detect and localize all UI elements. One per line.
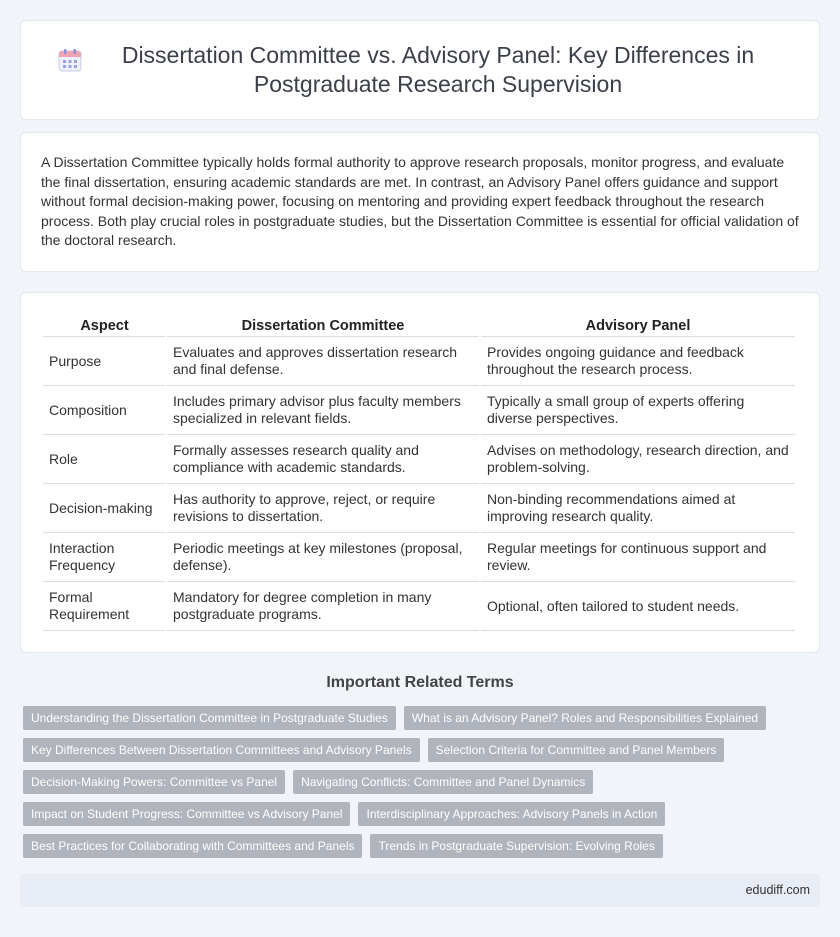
cell-committee: Formally assesses research quality and compliance with academic standards.	[166, 435, 480, 484]
footer	[20, 874, 820, 907]
tag-row	[23, 834, 823, 858]
intro-paragraph: A Dissertation Committee typically holds formal authority to approve research proposals, monitor progress, and evaluate the final dissertation, ensuring academic standards are met. In contrast, an Advisory Panel offers guidance and support without formal decision-making power, focusing on mentoring and providing expert feedback throughout the research process. Both play crucial roles in postgraduate studies, but the Dissertation Committee is essential for official validation of the doctoral research.	[41, 154, 799, 249]
table-header-row	[43, 311, 796, 337]
related-term-link[interactable]: Understanding the Dissertation Committee in Postgraduate Studies	[23, 706, 396, 730]
cell-committee: Periodic meetings at key milestones (proposal, defense).	[166, 533, 480, 582]
cell-aspect: Composition	[43, 386, 166, 435]
calendar-icon	[57, 47, 83, 73]
related-term-link[interactable]: Impact on Student Progress: Committee vs Advisory Panel	[23, 802, 350, 826]
tag-row	[23, 802, 823, 826]
cell-aspect: Formal Requirement	[43, 582, 166, 631]
table-row	[43, 533, 796, 582]
header-advisory-panel: Advisory Panel	[480, 311, 796, 337]
cell-aspect: Purpose	[43, 337, 166, 386]
cell-panel: Regular meetings for continuous support and review.	[480, 533, 796, 582]
table-row	[43, 386, 796, 435]
page-title: Dissertation Committee vs. Advisory Panel: Key Differences in Postgraduate Research Supervision	[121, 42, 755, 97]
cell-committee: Evaluates and approves dissertation research and final defense.	[166, 337, 480, 386]
cell-committee: Includes primary advisor plus faculty members specialized in relevant fields.	[166, 386, 480, 435]
header-aspect: Aspect	[43, 311, 166, 337]
intro-card	[20, 132, 820, 272]
cell-panel: Advises on methodology, research direction, and problem-solving.	[480, 435, 796, 484]
tag-row	[23, 770, 823, 794]
comparison-card	[20, 292, 820, 653]
tag-row	[23, 706, 823, 730]
cell-aspect: Decision-making	[43, 484, 166, 533]
related-terms-heading: Important Related Terms	[326, 674, 514, 691]
table-row	[43, 484, 796, 533]
related-terms-list	[23, 706, 823, 866]
table-row	[43, 582, 796, 631]
comparison-table	[43, 311, 797, 631]
header-dissertation-committee: Dissertation Committee	[166, 311, 480, 337]
footer-site-link[interactable]: edudiff.com	[745, 883, 810, 897]
related-term-link[interactable]: Key Differences Between Dissertation Committees and Advisory Panels	[23, 738, 420, 762]
table-row	[43, 337, 796, 386]
related-term-link[interactable]: Trends in Postgraduate Supervision: Evolving Roles	[370, 834, 662, 858]
related-term-link[interactable]: Best Practices for Collaborating with Committees and Panels	[23, 834, 362, 858]
related-term-link[interactable]: Navigating Conflicts: Committee and Panel Dynamics	[293, 770, 593, 794]
related-term-link[interactable]: Selection Criteria for Committee and Panel Members	[428, 738, 725, 762]
cell-panel: Provides ongoing guidance and feedback throughout the research process.	[480, 337, 796, 386]
cell-committee: Mandatory for degree completion in many postgraduate programs.	[166, 582, 480, 631]
cell-panel: Optional, often tailored to student needs.	[480, 582, 796, 631]
related-term-link[interactable]: Decision-Making Powers: Committee vs Panel	[23, 770, 285, 794]
cell-committee: Has authority to approve, reject, or require revisions to dissertation.	[166, 484, 480, 533]
related-term-link[interactable]: Interdisciplinary Approaches: Advisory Panels in Action	[358, 802, 665, 826]
tag-row	[23, 738, 823, 762]
title-card	[20, 20, 820, 120]
cell-panel: Non-binding recommendations aimed at improving research quality.	[480, 484, 796, 533]
related-term-link[interactable]: What is an Advisory Panel? Roles and Responsibilities Explained	[404, 706, 766, 730]
cell-aspect: Role	[43, 435, 166, 484]
table-row	[43, 435, 796, 484]
cell-panel: Typically a small group of experts offering diverse perspectives.	[480, 386, 796, 435]
cell-aspect: Interaction Frequency	[43, 533, 166, 582]
